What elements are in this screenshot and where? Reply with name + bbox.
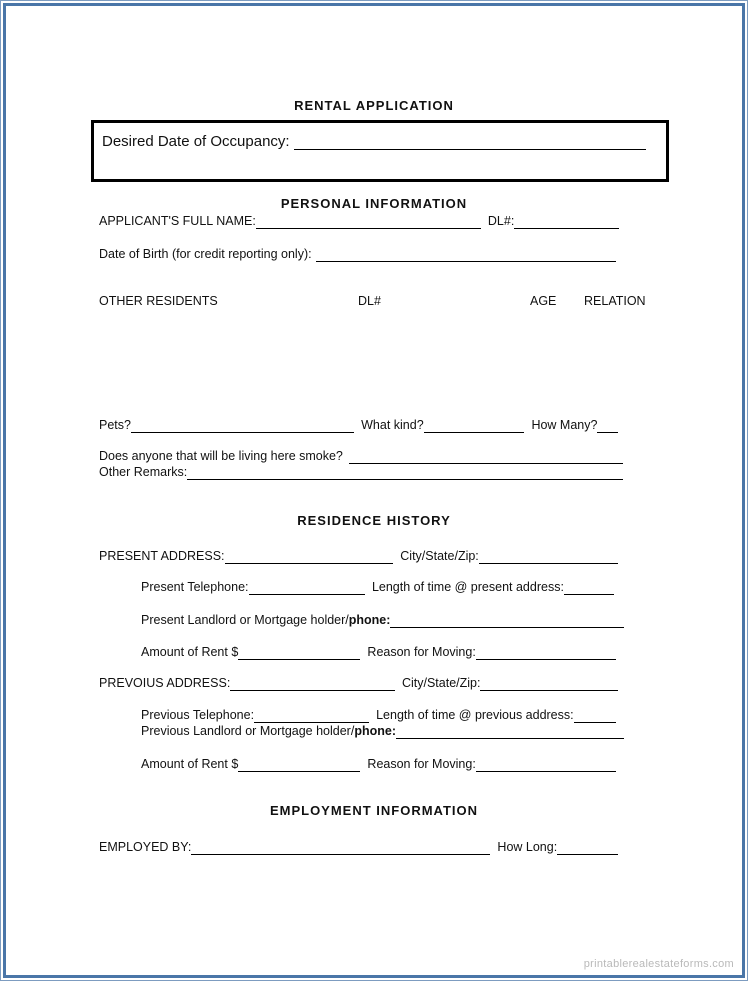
dl-number-line[interactable] xyxy=(514,214,619,229)
present-rent-row xyxy=(141,643,616,660)
how-many-line[interactable] xyxy=(597,418,618,433)
smoke-row xyxy=(99,447,623,464)
previous-address-line[interactable] xyxy=(230,676,395,691)
previous-landlord-label: Previous Landlord or Mortgage holder/ xyxy=(141,724,355,738)
present-landlord-row xyxy=(141,611,624,628)
smoke-line[interactable] xyxy=(349,449,623,464)
present-phone-line[interactable] xyxy=(249,580,365,595)
residence-history-heading: RESIDENCE HISTORY xyxy=(297,513,451,528)
present-landlord-phone-label: phone: xyxy=(348,613,391,627)
present-csz-label: City/State/Zip: xyxy=(400,549,479,563)
dob-label: Date of Birth (for credit reporting only): xyxy=(99,247,312,261)
applicant-name-label: APPLICANT'S FULL NAME: xyxy=(99,214,256,228)
occupancy-label: Desired Date of Occupancy: xyxy=(102,133,290,150)
present-length-line[interactable] xyxy=(564,580,614,595)
dob-line[interactable] xyxy=(316,247,616,262)
applicant-name-row xyxy=(99,212,619,229)
residents-col-dl: DL# xyxy=(358,294,381,308)
occupancy-box xyxy=(91,120,669,182)
employment-info-heading: EMPLOYMENT INFORMATION xyxy=(269,803,479,818)
previous-phone-line[interactable] xyxy=(254,708,369,723)
remarks-row xyxy=(99,463,623,480)
personal-info-heading: PERSONAL INFORMATION xyxy=(280,196,468,211)
previous-length-line[interactable] xyxy=(574,708,616,723)
previous-rent-label: Amount of Rent $ xyxy=(141,757,239,771)
present-rent-label: Amount of Rent $ xyxy=(141,645,239,659)
present-reason-line[interactable] xyxy=(476,645,616,660)
present-phone-label: Present Telephone: xyxy=(141,580,249,594)
previous-landlord-row xyxy=(141,722,624,739)
previous-reason-label: Reason for Moving: xyxy=(367,757,476,771)
previous-phone-label: Previous Telephone: xyxy=(141,708,255,722)
present-address-line[interactable] xyxy=(225,549,394,564)
remarks-label: Other Remarks: xyxy=(99,465,188,479)
previous-reason-line[interactable] xyxy=(476,757,616,772)
dl-number-label: DL#: xyxy=(487,214,515,228)
remarks-line[interactable] xyxy=(187,465,623,480)
applicant-name-line[interactable] xyxy=(256,214,481,229)
document-page xyxy=(3,3,745,978)
previous-rent-line[interactable] xyxy=(238,757,360,772)
pets-label: Pets? xyxy=(99,418,131,432)
dob-row xyxy=(99,245,616,262)
page-title: RENTAL APPLICATION xyxy=(294,98,454,113)
present-landlord-label: Present Landlord or Mortgage holder/ xyxy=(141,613,349,627)
how-many-label: How Many? xyxy=(531,418,598,432)
what-kind-line[interactable] xyxy=(424,418,525,433)
present-address-row xyxy=(99,547,618,564)
employed-by-label: EMPLOYED BY: xyxy=(99,840,192,854)
present-rent-line[interactable] xyxy=(238,645,360,660)
previous-address-label: PREVOIUS ADDRESS: xyxy=(99,676,231,690)
previous-landlord-phone-label: phone: xyxy=(354,724,396,738)
previous-csz-line[interactable] xyxy=(480,676,618,691)
previous-csz-label: City/State/Zip: xyxy=(401,676,481,690)
residents-col-name: OTHER RESIDENTS xyxy=(99,294,218,308)
what-kind-label: What kind? xyxy=(361,418,424,432)
present-reason-label: Reason for Moving: xyxy=(367,645,476,659)
present-phone-row xyxy=(141,578,614,595)
previous-rent-row xyxy=(141,755,616,772)
how-long-label: How Long: xyxy=(497,840,558,854)
pets-row xyxy=(99,416,618,433)
how-long-line[interactable] xyxy=(557,840,618,855)
residents-col-relation: RELATION xyxy=(584,294,646,308)
previous-length-label: Length of time @ previous address: xyxy=(376,708,574,722)
present-length-label: Length of time @ present address: xyxy=(371,580,564,594)
residents-header-row xyxy=(99,292,659,309)
present-address-label: PRESENT ADDRESS: xyxy=(99,549,225,563)
residents-col-age: AGE xyxy=(530,294,557,308)
smoke-label: Does anyone that will be living here smoke? xyxy=(99,449,343,463)
watermark-text: printablerealestateforms.com xyxy=(583,958,734,970)
desired-date-line[interactable] xyxy=(294,132,646,150)
employed-by-line[interactable] xyxy=(191,840,490,855)
present-landlord-line[interactable] xyxy=(390,613,624,628)
pets-line[interactable] xyxy=(131,418,354,433)
employed-by-row xyxy=(99,838,618,855)
previous-address-row xyxy=(99,674,618,691)
previous-landlord-line[interactable] xyxy=(396,724,624,739)
present-csz-line[interactable] xyxy=(479,549,618,564)
previous-phone-row xyxy=(141,706,616,723)
